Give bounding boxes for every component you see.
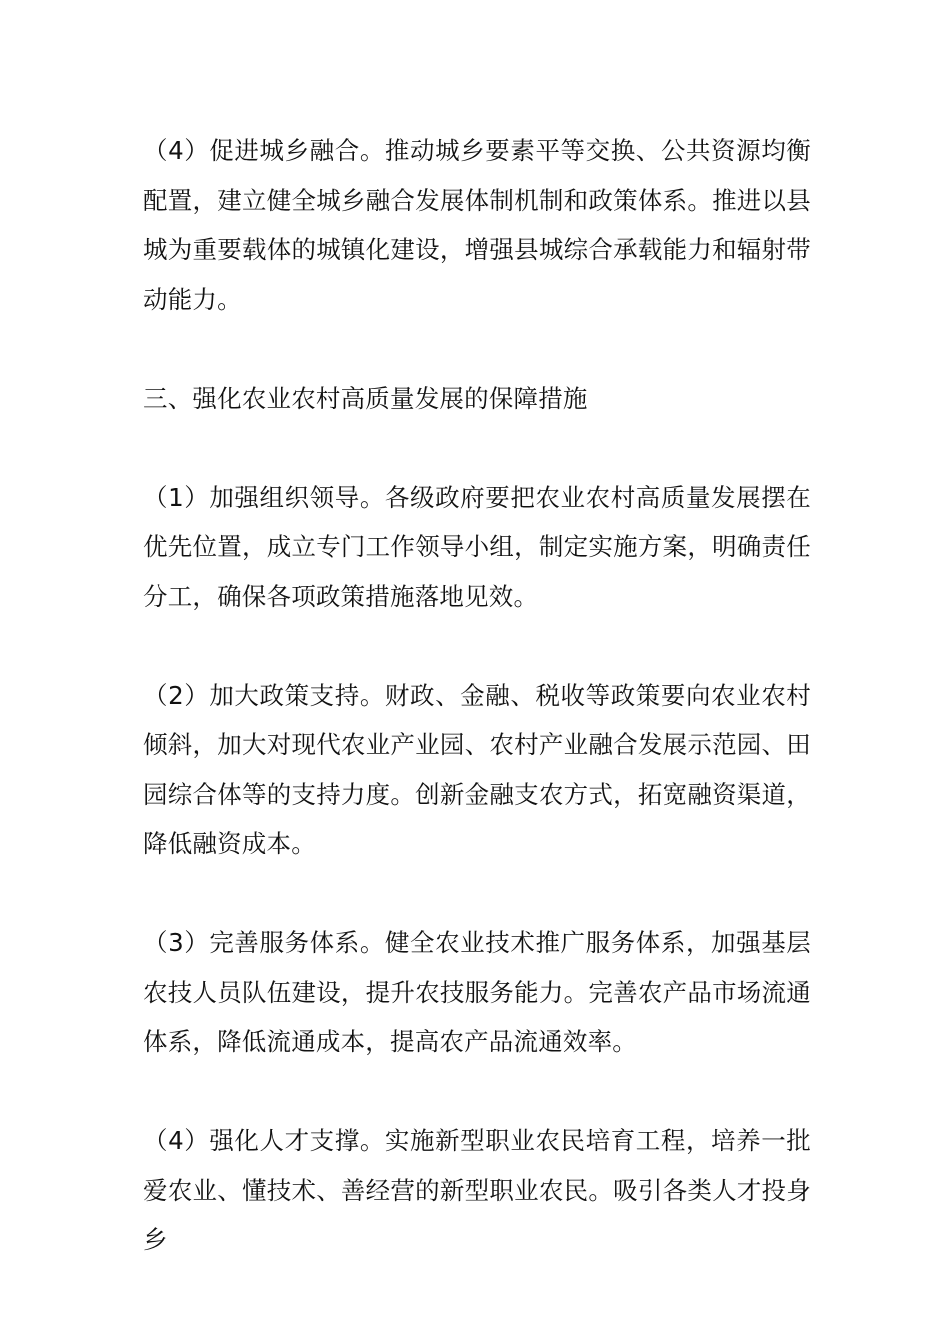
paragraph-strengthen-leadership: （1）加强组织领导。各级政府要把农业农村高质量发展摆在优先位置，成立专门工作领导小组，制定实施方案，明确责任分工，确保各项政策措施落地见效。 — [143, 482, 811, 611]
paragraph-gap — [143, 1067, 811, 1117]
section-heading-safeguard-measures: 三、强化农业农村高质量发展的保障措施 — [143, 383, 588, 413]
paragraph-gap — [143, 324, 811, 374]
paragraph-gap — [143, 869, 811, 919]
paragraph-service-system: （3）完善服务体系。健全农业技术推广服务体系，加强基层农技人员队伍建设，提升农技服务能力。完善农产品市场流通体系，降低流通成本，提高农产品流通效率。 — [143, 928, 811, 1056]
paragraph-promote-urban-rural-integration: （4）促进城乡融合。推动城乡要素平等交换、公共资源均衡配置，建立健全城乡融合发展体制机制和政策体系。推进以县城为重要载体的城镇化建设，增强县城综合承载能力和辐射带动能力。 — [143, 136, 811, 314]
document-page — [143, 126, 811, 1265]
paragraph-talent-support: （4）强化人才支撑。实施新型职业农民培育工程，培养一批爱农业、懂技术、善经营的新型职业农民。吸引各类人才投身乡 — [143, 1126, 811, 1254]
paragraph-gap — [143, 423, 811, 473]
paragraph-gap — [143, 621, 811, 671]
paragraph-policy-support: （2）加大政策支持。财政、金融、税收等政策要向农业农村倾斜，加大对现代农业产业园、农村产业融合发展示范园、田园综合体等的支持力度。创新金融支农方式，拓宽融资渠道，降低融资成本。 — [143, 680, 811, 858]
